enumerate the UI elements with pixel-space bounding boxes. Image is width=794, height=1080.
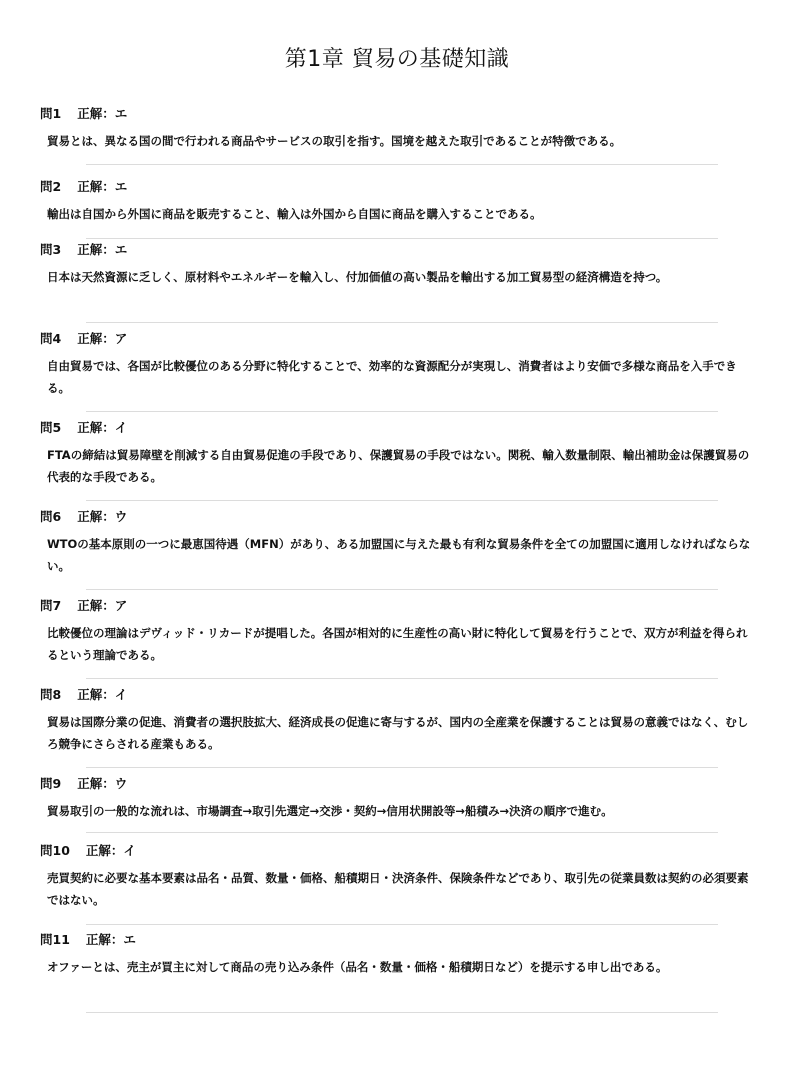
- answer-header: [40, 240, 127, 258]
- explanation-text: WTOの基本原則の一つに最恵国待遇（MFN）があり、ある加盟国に与えた最も有利な貿易条件を全ての加盟国に適用しなければならない。: [47, 537, 751, 573]
- explanation-text: FTAの締結は貿易障壁を削減する自由貿易促進の手段であり、保護貿易の手段ではない。関税、輸入数量制限、輸出補助金は保護貿易の代表的な手段である。: [47, 448, 750, 484]
- divider: [86, 164, 718, 165]
- correct-answer-label: 正解：エ: [85, 932, 136, 947]
- divider: [86, 832, 718, 833]
- answer-header: [40, 930, 136, 948]
- answer-item-3: [0, 240, 794, 329]
- divider: [86, 411, 718, 412]
- question-number: 問2: [40, 179, 62, 194]
- correct-answer-label: 正解：イ: [77, 687, 128, 702]
- divider: [86, 238, 718, 239]
- explanation-text: オファーとは、売主が買主に対して商品の売り込み条件（品名・数量・価格・船積期日など）を提示する申し出である。: [47, 960, 668, 974]
- answer-item-10: [0, 841, 794, 930]
- page-title: 第1章 貿易の基礎知識: [284, 47, 510, 72]
- answer-item-1: [0, 104, 794, 177]
- question-number: 問5: [40, 420, 62, 435]
- answer-item-2: [0, 177, 794, 240]
- explanation-text: 自由貿易では、各国が比較優位のある分野に特化することで、効率的な資源配分が実現し、消費者はより安価で多様な商品を入手できる。: [47, 359, 737, 395]
- correct-answer-label: 正解：エ: [77, 242, 128, 257]
- answer-header: [40, 104, 127, 122]
- answer-item-7: [0, 596, 794, 685]
- divider: [86, 1012, 718, 1013]
- question-number: 問7: [40, 598, 62, 613]
- explanation-text: 輸出は自国から外国に商品を販売すること、輸入は外国から自国に商品を購入することである。: [47, 207, 542, 221]
- question-number: 問6: [40, 509, 62, 524]
- divider: [86, 589, 718, 590]
- answer-header: [40, 177, 127, 195]
- divider: [86, 322, 718, 323]
- answer-item-4: [0, 329, 794, 418]
- correct-answer-label: 正解：イ: [77, 420, 128, 435]
- correct-answer-label: 正解：エ: [77, 106, 128, 121]
- answer-header: [40, 418, 127, 436]
- divider: [86, 767, 718, 768]
- answer-item-5: [0, 418, 794, 507]
- explanation-text: 日本は天然資源に乏しく、原材料やエネルギーを輸入し、付加価値の高い製品を輸出する加工貿易型の経済構造を持つ。: [47, 270, 668, 284]
- explanation-text: 貿易とは、異なる国の間で行われる商品やサービスの取引を指す。国境を越えた取引であることが特徴である。: [47, 134, 622, 148]
- answer-header: [40, 507, 127, 525]
- question-number: 問10: [40, 843, 70, 858]
- question-number: 問8: [40, 687, 62, 702]
- explanation-text: 比較優位の理論はデヴィッド・リカードが提唱した。各国が相対的に生産性の高い財に特化して貿易を行うことで、双方が利益を得られるという理論である。: [47, 626, 748, 662]
- question-number: 問9: [40, 776, 62, 791]
- answer-item-11: [0, 930, 794, 1019]
- answer-item-6: [0, 507, 794, 596]
- answer-list: [0, 104, 794, 1019]
- question-number: 問4: [40, 331, 62, 346]
- question-number: 問1: [40, 106, 62, 121]
- correct-answer-label: 正解：ウ: [77, 509, 128, 524]
- answer-header: [40, 596, 127, 614]
- answer-header: [40, 774, 127, 792]
- divider: [86, 924, 718, 925]
- answer-header: [40, 841, 136, 859]
- explanation-text: 貿易は国際分業の促進、消費者の選択肢拡大、経済成長の促進に寄与するが、国内の全産業を保護することは貿易の意義ではなく、むしろ競争にさらされる産業もある。: [47, 715, 749, 751]
- divider: [86, 500, 718, 501]
- correct-answer-label: 正解：イ: [85, 843, 136, 858]
- question-number: 問3: [40, 242, 62, 257]
- correct-answer-label: 正解：ア: [77, 598, 128, 613]
- answer-header: [40, 685, 127, 703]
- explanation-text: 売買契約に必要な基本要素は品名・品質、数量・価格、船積期日・決済条件、保険条件などであり、取引先の従業員数は契約の必須要素ではない。: [47, 871, 749, 907]
- answer-item-9: [0, 774, 794, 841]
- correct-answer-label: 正解：ア: [77, 331, 128, 346]
- correct-answer-label: 正解：ウ: [77, 776, 128, 791]
- divider: [86, 678, 718, 679]
- explanation-text: 貿易取引の一般的な流れは、市場調査→取引先選定→交渉・契約→信用状開設等→船積み→決済の順序で進む。: [47, 804, 613, 818]
- question-number: 問11: [40, 932, 70, 947]
- answer-item-8: [0, 685, 794, 774]
- answer-header: [40, 329, 127, 347]
- correct-answer-label: 正解：エ: [77, 179, 128, 194]
